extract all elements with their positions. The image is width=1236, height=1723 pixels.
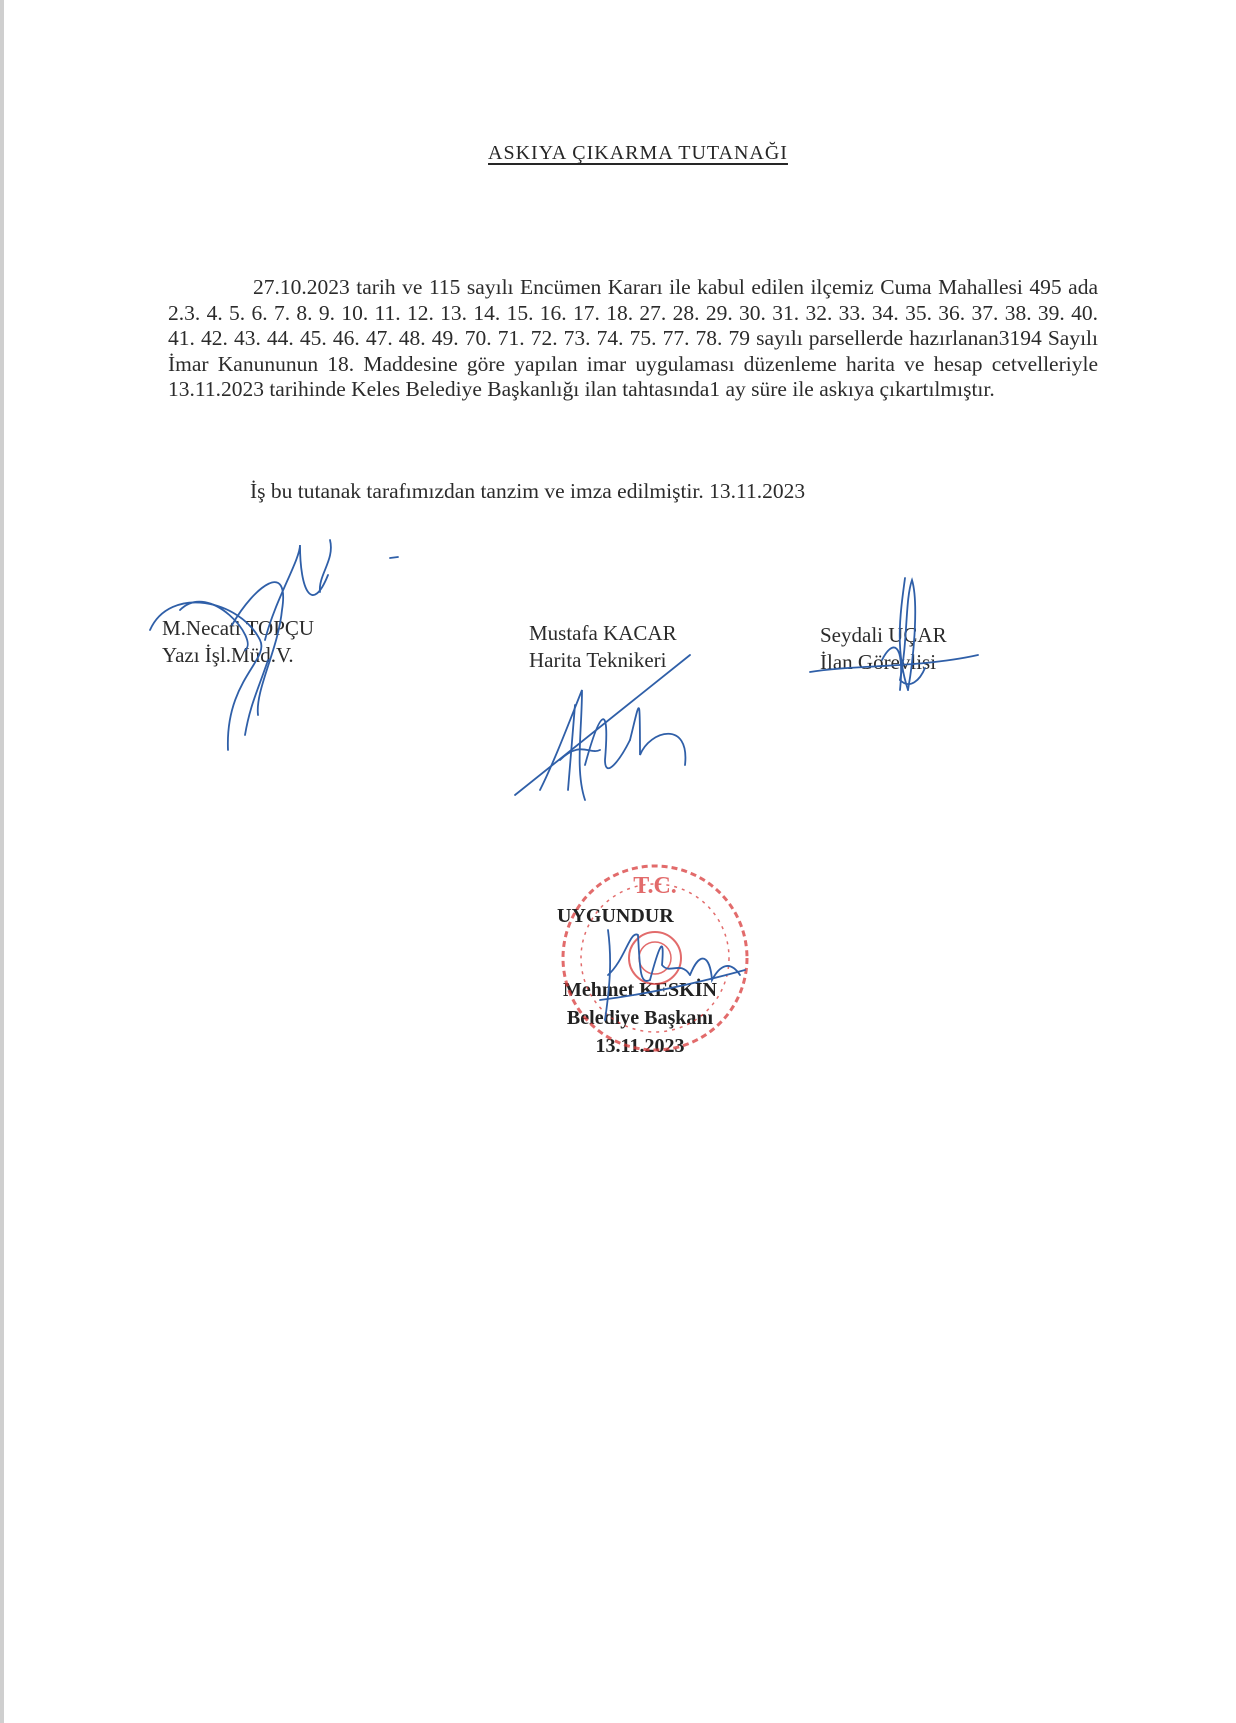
- approver-name: Mehmet KESKİN: [563, 979, 717, 1001]
- signatory-3-name: Seydali UÇAR: [820, 623, 947, 647]
- signatory-2: [529, 620, 677, 674]
- stamp-text: T.C.: [633, 873, 677, 899]
- approver-title: Belediye Başkanı: [566, 1007, 714, 1029]
- body-paragraph-text: 27.10.2023 tarih ve 115 sayılı Encümen Kararı ile kabul edilen ilçemiz Cuma Mahallesi 495 ada 2.3. 4. 5. 6. 7. 8. 9. 10. 11. 12. 13. 14. 15. 16. 17. 18. 27. 28. 29. 30. 31. 32. 33. 34. 35. 36. 37. 38. 39. 40. 41. 42. 43. 44. 45. 46. 47. 48. 49. 70. 71. 72. 73. 74. 75. 77. 78. 79 sayılı parsellerde hazırlanan3194 Sayılı İmar Kanununun 18. Maddesine göre yapılan imar uygulaması düzenleme harita ve hesap cetvelleriyle 13.11.2023 tarihinde Keles Belediye Başkanlığı ilan tahtasında1 ay süre ile askıya çıkartılmıştır.: [168, 275, 1098, 402]
- signatory-2-title: Harita Teknikeri: [529, 648, 667, 672]
- closing-line: İş bu tutanak tarafımızdan tanzim ve imza edilmiştir. 13.11.2023: [250, 479, 806, 503]
- signatory-1: [162, 615, 314, 669]
- signatory-3: [820, 622, 947, 676]
- signatory-3-title: İlan Görevlisi: [820, 650, 937, 674]
- approval-block: [520, 902, 760, 1060]
- signature-2: [515, 655, 690, 800]
- approval-date: 13.11.2023: [595, 1035, 685, 1057]
- signatory-2-name: Mustafa KACAR: [529, 621, 677, 645]
- body-paragraph: [168, 275, 1098, 403]
- scan-edge: [0, 0, 4, 1723]
- signatory-1-title: Yazı İşl.Müd.V.: [162, 643, 294, 667]
- approval-label: UYGUNDUR: [557, 905, 674, 927]
- signatory-1-name: M.Necati TOPÇU: [162, 616, 315, 640]
- document-title: ASKIYA ÇIKARMA TUTANAĞI: [488, 142, 788, 164]
